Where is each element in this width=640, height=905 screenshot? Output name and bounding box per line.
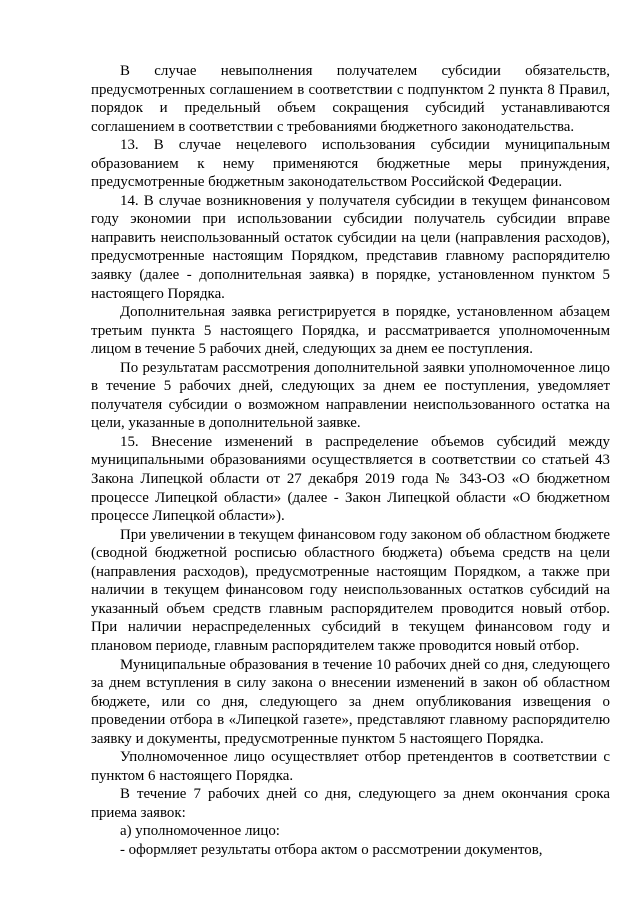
paragraph: а) уполномоченное лицо:: [120, 823, 280, 840]
paragraph: В случае невыполнения получателем субсидии обязательств, предусмотренных соглашением в соответствии с подпунктом 2 пункта 8 Правил, порядок и предельный объем сокращения субсидий устанавливаются соглашением в соответствии с требованиями бюджетного законодательства.: [91, 63, 610, 135]
paragraph: 14. В случае возникновения у получателя субсидии в текущем финансовом году экономии при использовании субсидии получатель субсидии вправе направить неиспользованный остаток субсидии на цели (направления расходов), предусмотренные настоящим Порядком, представив главному распорядителю заявку (далее - дополнительная заявка) в порядке, установленном пунктом 5 настоящего Порядка.: [91, 192, 610, 302]
paragraph: При увеличении в текущем финансовом году законом об областном бюджете (сводной бюджетной росписью областного бюджета) объема средств на цели (направления расходов), предусмотренные настоящим Порядком, а также при наличии в текущем финансовом году неиспользованных остатков субсидий на указанный объем средств главным распорядителем проводится новый отбор. При наличии нераспределенных субсидий в текущем финансовом году и плановом периоде, главным распорядителем также проводится новый отбор.: [91, 526, 610, 654]
paragraph: 15. Внесение изменений в распределение объемов субсидий между муниципальными образованиями осуществляется в соответствии со статьей 43 Закона Липецкой области от 27 декабря 2019 года № 343-ОЗ «О бюджетном процессе Липецкой области» (далее - Закон Липецкой области «О бюджетном процессе Липецкой области»).: [91, 433, 610, 525]
paragraph: Муниципальные образования в течение 10 рабочих дней со дня, следующего за днем вступления в силу закона о внесении изменений в закон об областном бюджете, или со дня, следующего за днем опубликования извещения о проведении отбора в «Липецкой газете», представляют главному распорядителю заявку и документы, предусмотренные пунктом 5 настоящего Порядка.: [91, 656, 610, 747]
paragraph: - оформляет результаты отбора актом о рассмотрении документов,: [120, 841, 543, 858]
paragraph: 13. В случае нецелевого использования субсидии муниципальным образованием к нему применяются бюджетные меры принуждения, предусмотренные бюджетным законодательством Российской Федерации.: [91, 137, 610, 191]
paragraph: По результатам рассмотрения дополнительной заявки уполномоченное лицо в течение 5 рабочих дней, следующих за днем ее поступления, уведомляет получателя субсидии о возможном направлении неиспользованного остатка на цели, указанные в дополнительной заявке.: [91, 359, 610, 432]
paragraph: Дополнительная заявка регистрируется в порядке, установленном абзацем третьим пункта 5 настоящего Порядка, и рассматривается уполномоченным лицом в течение 5 рабочих дней, следующих за днем ее поступления.: [91, 304, 610, 358]
paragraph: Уполномоченное лицо осуществляет отбор претендентов в соответствии с пунктом 6 настоящего Порядка.: [91, 749, 610, 784]
paragraph: В течение 7 рабочих дней со дня, следующего за днем окончания срока приема заявок:: [91, 786, 610, 821]
